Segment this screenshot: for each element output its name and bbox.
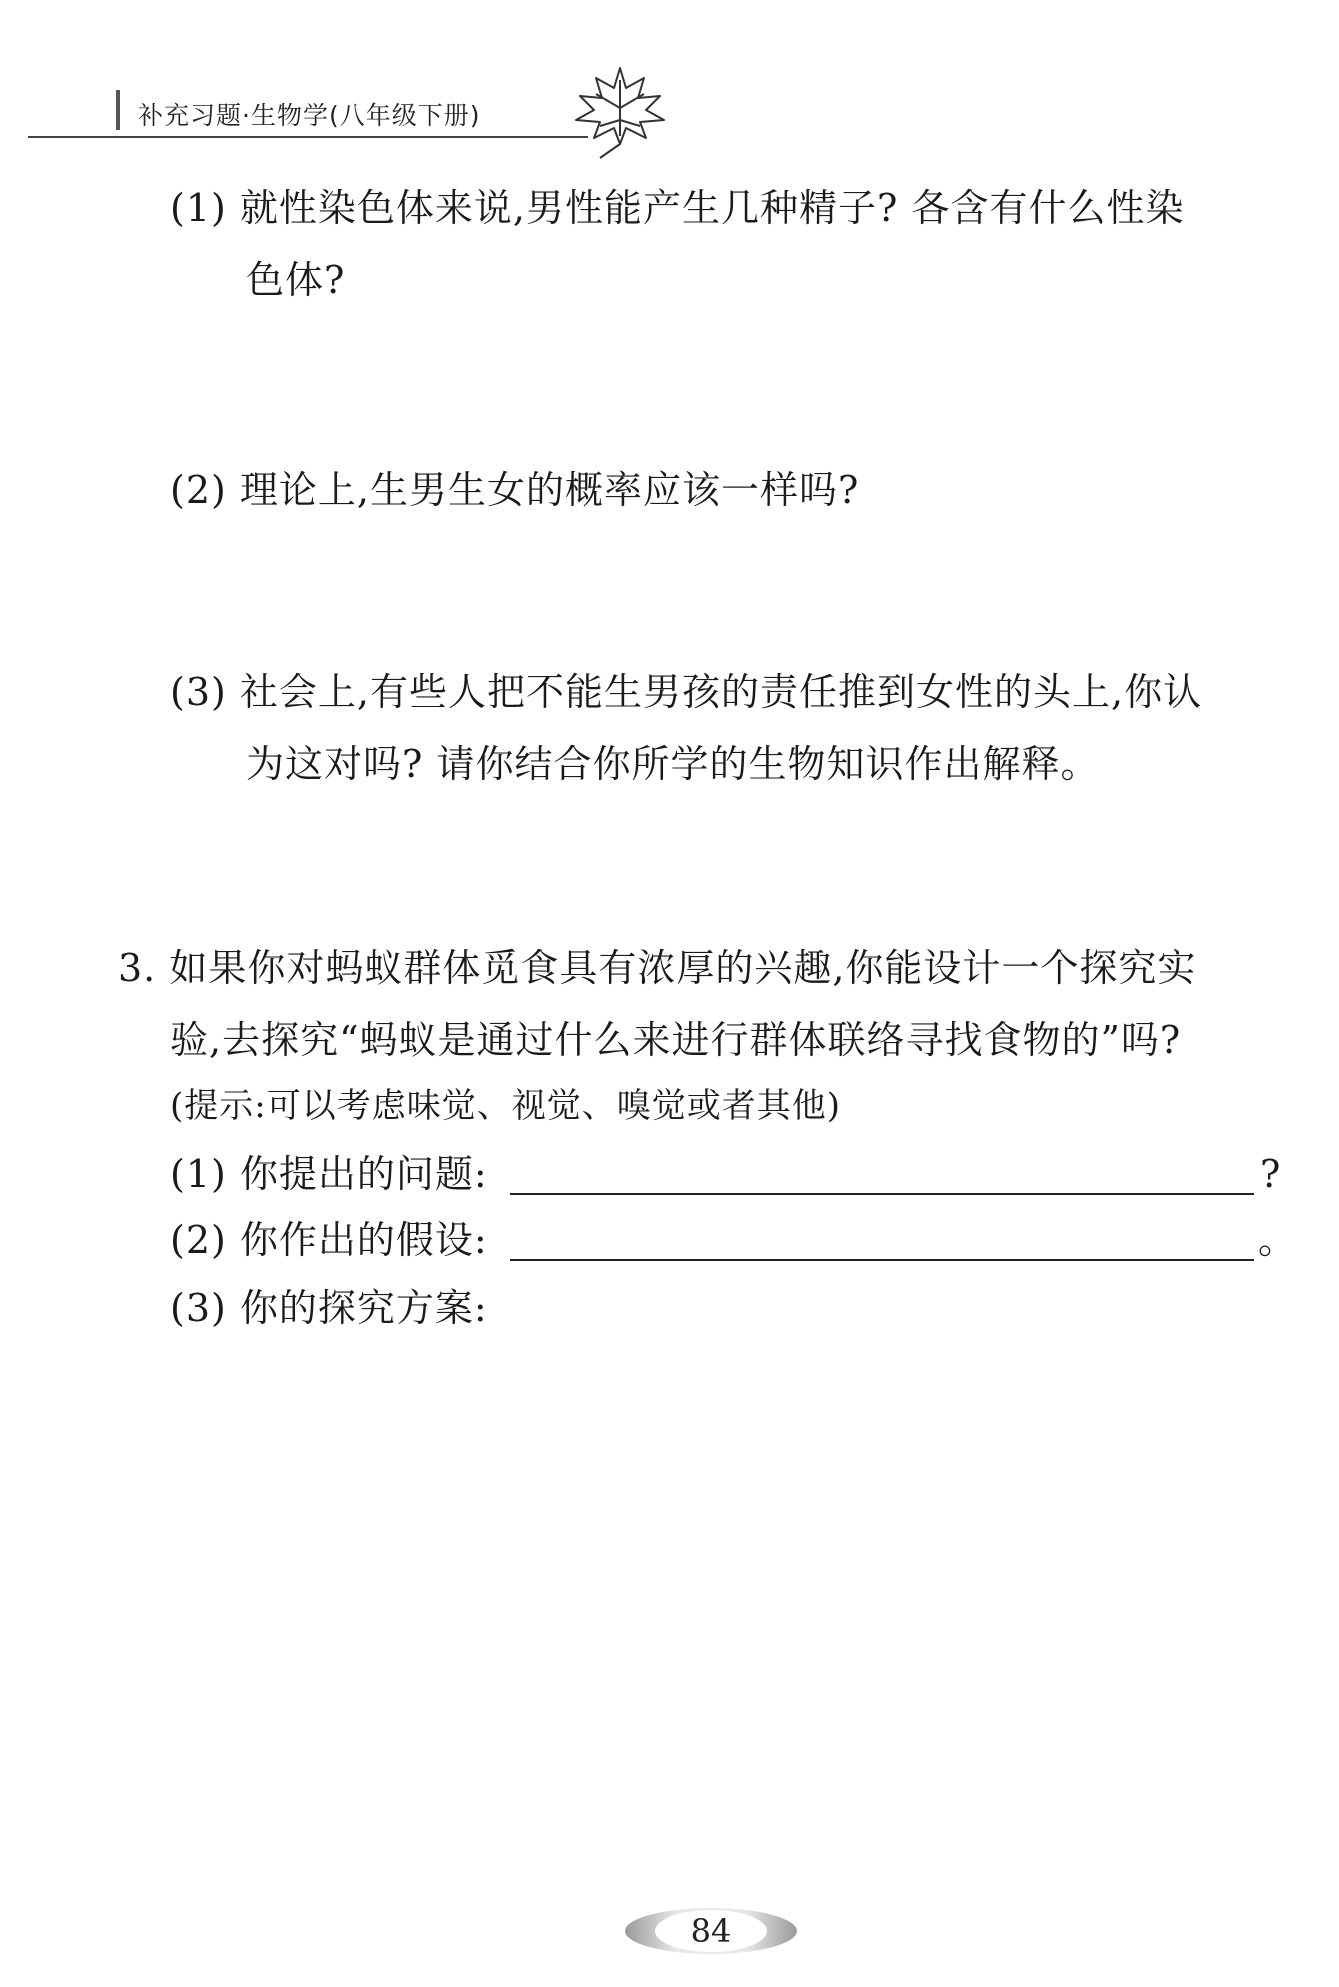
q3-sub2-answer-blank[interactable] [510,1259,1254,1261]
q3-hint: (提示:可以考虑味觉、视觉、嗅觉或者其他) [170,1086,841,1126]
header-title: 补充习题·生物学(八年级下册) [138,101,481,130]
header-rule [28,136,588,138]
q3-line2: 验,去探究“蚂蚁是通过什么来进行群体联络寻找食物的”吗? [170,1018,1182,1062]
page-header [0,60,760,140]
maple-leaf-icon [560,60,680,160]
q2-sub2: (2) 理论上,生男生女的概率应该一样吗? [170,468,860,512]
q3-sub1-end: ? [1260,1152,1281,1196]
q3-sub2-end: 。 [1258,1218,1297,1262]
page-number: 84 [690,1912,732,1950]
q2-sub1-line1: (1) 就性染色体来说,男性能产生几种精子? 各含有什么性染 [170,186,1185,230]
q3-line1: 3. 如果你对蚂蚁群体觅食具有浓厚的兴趣,你能设计一个探究实 [118,946,1197,990]
q2-sub3-line2: 为这对吗? 请你结合你所学的生物知识作出解释。 [246,742,1100,786]
q2-sub1-line2: 色体? [246,258,346,302]
q2-sub3-line1: (3) 社会上,有些人把不能生男孩的责任推到女性的头上,你认 [170,670,1203,714]
header-accent-bar [116,90,120,130]
q3-sub3-label: (3) 你的探究方案: [170,1286,488,1330]
q3-sub1-answer-blank[interactable] [510,1193,1254,1195]
q3-sub1-label: (1) 你提出的问题: [170,1152,488,1196]
q3-sub2-label: (2) 你作出的假设: [170,1218,488,1262]
